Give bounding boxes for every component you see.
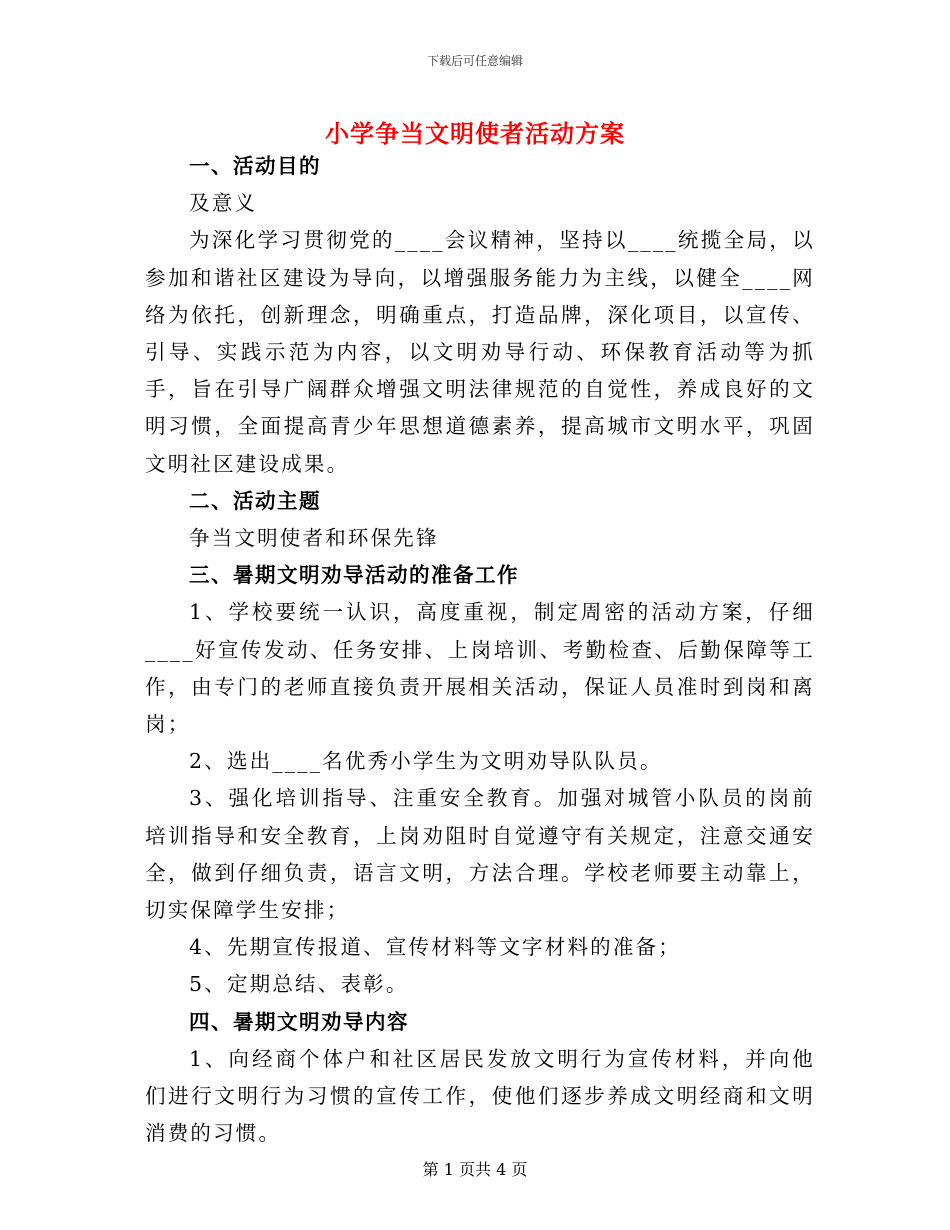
list-item: 3、强化培训指导、注重安全教育。加强对城管小队员的岗前培训指导和安全教育，上岗劝阻时自觉遵守有关规定，注意交通安全，做到仔细负责，语言文明，方法合理。学校老师要主动靠上，切实保障学生安排； (145, 786, 815, 923)
page-footer: 第 1 页共 4 页 (422, 1160, 528, 1179)
paragraph-purpose: 为深化学习贯彻党的____会议精神，坚持以____统揽全局，以参加和谐社区建设为导向，以增强服务能力为主线，以健全____网络为依托，创新理念，明确重点，打造品牌，深化项目，以宣传、引导、实践示范为内容，以文明劝导行动、环保教育活动等为抓手，旨在引导广阔群众增强文明法律规范的自觉性，养成良好的文明习惯，全面提高青少年思想道德素养，提高城市文明水平，巩固文明社区建设成果。 (145, 228, 815, 476)
section-heading-theme: 二、活动主题 (189, 488, 321, 513)
section-heading-purpose: 一、活动目的 (189, 154, 321, 178)
list-item: 2、选出____名优秀小学生为文明劝导队队员。 (189, 749, 663, 774)
list-item: 1、学校要统一认识，高度重视，制定周密的活动方案，仔细____好宣传发动、任务安排、上岗培训、考勤检查、后勤保障等工作，由专门的老师直接负责开展相关活动，保证人员准时到岗和离岗； (145, 600, 815, 737)
list-item: 4、先期宣传报道、宣传材料等文字材料的准备； (189, 935, 681, 960)
page-header-note: 下载后可任意编辑 (426, 54, 523, 68)
section-subheading-meaning: 及意义 (189, 191, 258, 216)
document-title: 小学争当文明使者活动方案 (325, 120, 625, 148)
list-item: 1、向经商个体户和社区居民发放文明行为宣传材料，并向他们进行文明行为习惯的宣传工作，使他们逐步养成文明经商和文明消费的习惯。 (145, 1046, 815, 1146)
document-body (145, 148, 815, 1152)
paragraph-theme: 争当文明使者和环保先锋 (189, 526, 439, 551)
section-heading-preparation: 三、暑期文明劝导活动的准备工作 (189, 563, 519, 588)
list-item: 5、定期总结、表彰。 (189, 972, 409, 997)
section-heading-content: 四、暑期文明劝导内容 (189, 1009, 409, 1034)
